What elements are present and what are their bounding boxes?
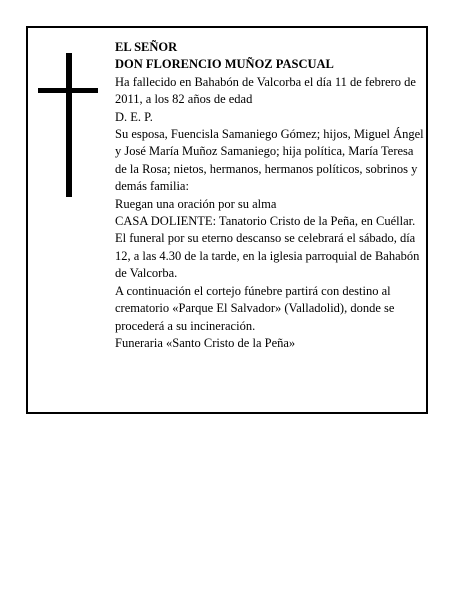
family-list: Su esposa, Fuencisla Samaniego Gómez; hijos, Miguel Ángel y José María Muñoz Samaniego; hija política, María Teresa de la Rosa; nietos, hermanos, hermanos políticos, sobrinos y demás familia: bbox=[115, 127, 424, 194]
latin-cross-icon bbox=[38, 53, 98, 197]
heading-title: EL SEÑOR bbox=[115, 40, 178, 54]
prayer-request: Ruegan una oración por su alma bbox=[115, 196, 277, 211]
funeral-home: Funeraria «Santo Cristo de la Peña» bbox=[115, 335, 296, 350]
funeral-details: El funeral por su eterno descanso se celebrará el sábado, día 12, a las 4.30 de la tarde, en la iglesia parroquial de Bahabón de Valcorba. bbox=[115, 231, 420, 281]
rip-line: D. E. P. bbox=[115, 109, 153, 124]
obituary-text bbox=[115, 39, 425, 352]
death-announcement: Ha fallecido en Bahabón de Valcorba el día 11 de febrero de 2011, a los 82 años de edad bbox=[115, 74, 416, 107]
obituary-notice bbox=[26, 26, 428, 414]
mourning-house: CASA DOLIENTE: Tanatorio Cristo de la Peña, en Cuéllar. bbox=[115, 214, 416, 229]
cross-vertical-bar bbox=[66, 53, 72, 197]
cortege-details: A continuación el cortejo fúnebre partirá con destino al crematorio «Parque El Salvador» (Valladolid), donde se procederá a su incineración. bbox=[115, 283, 395, 333]
deceased-name: DON FLORENCIO MUÑOZ PASCUAL bbox=[115, 57, 334, 72]
cross-horizontal-bar bbox=[38, 88, 98, 93]
